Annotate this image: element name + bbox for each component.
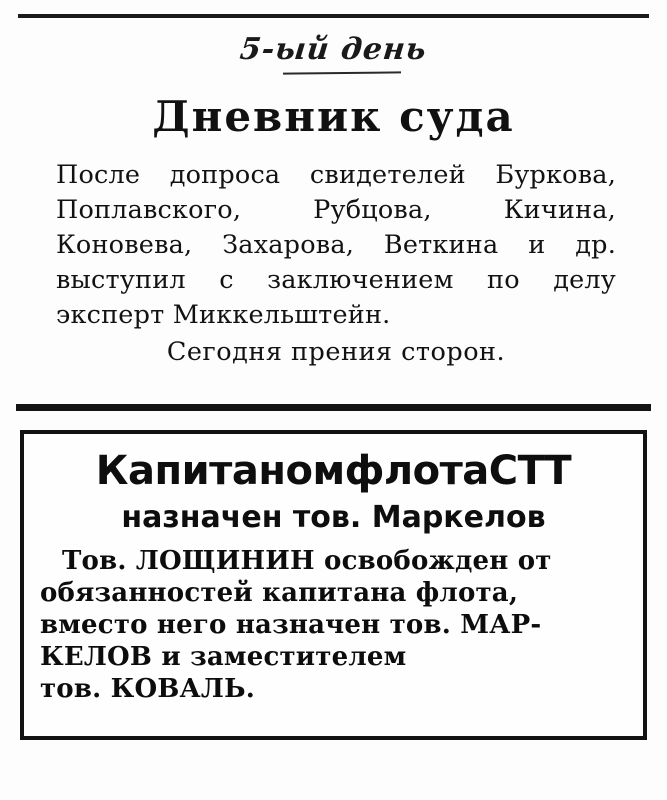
page-title: Дневник суда: [152, 92, 515, 141]
notice-title: КапитаномфлотаСТТ: [95, 448, 572, 494]
notice-box: [20, 430, 647, 740]
top-divider-rule: [18, 14, 649, 18]
article-closing-line: Сегодня прения сторон.: [166, 337, 506, 367]
article-body-text: После допроса свидетелей Буркова, Поплавского, Рубцова, Кичина, Коновева, Захарова, Веткина и др. выступил с заключением по делу эксперт Миккельштейн.: [56, 160, 616, 330]
notice-closing-line: тов. КОВАЛЬ.: [40, 674, 255, 704]
article-body: [56, 158, 616, 370]
section-divider-rule: [16, 404, 651, 411]
kicker-line: [0, 32, 667, 67]
notice-body: [40, 545, 627, 705]
notice-subtitle: назначен тов. Маркелов: [121, 500, 546, 535]
notice-body-text: Тов. ЛОЩИНИН освобожден от обязанностей капитана флота, вместо него назначен тов. МАРКЕЛОВ и заместителем: [40, 546, 552, 672]
kicker-text: 5-ый день: [238, 32, 429, 67]
kicker-underline: [283, 71, 401, 74]
